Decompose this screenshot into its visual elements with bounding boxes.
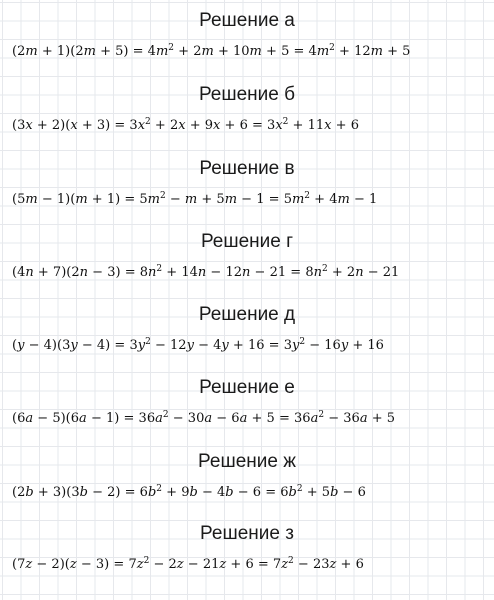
variable: a	[79, 411, 87, 426]
variable: a	[155, 411, 163, 426]
solution-equation: $(5m - 1)(m + 1) = 5m^2 - m + 5m - 1 = 5m^2 + 4m - 1$	[12, 191, 378, 207]
solution-heading: Решение е	[199, 377, 295, 398]
variable: x	[324, 118, 332, 133]
exponent: 2	[168, 43, 174, 54]
solution-equation: $(3x + 2)(x + 3) = 3x^2 + 2x + 9x + 6 = 3x^2 + 11x + 6$	[12, 117, 359, 133]
variable: m	[201, 44, 214, 59]
variable: n	[355, 265, 364, 280]
variable: m	[25, 44, 38, 59]
variable: x	[25, 118, 33, 133]
variable: x	[137, 118, 146, 133]
variable: a	[359, 411, 368, 426]
variable: b	[330, 485, 339, 500]
exponent: 2	[145, 117, 151, 128]
variable: a	[25, 411, 34, 426]
solution-heading: Решение з	[200, 523, 294, 544]
exponent: 2	[304, 191, 311, 202]
solution-heading: Решение г	[200, 231, 294, 252]
variable: m	[316, 44, 330, 59]
variable: m	[224, 192, 238, 207]
variable: z	[281, 557, 289, 572]
exponent: 2	[156, 264, 163, 275]
variable: z	[136, 557, 144, 572]
variable: m	[370, 44, 383, 59]
variable: m	[83, 44, 96, 59]
exponent: 2	[318, 410, 325, 421]
exponent: 2	[159, 191, 166, 202]
solution-equation: $(6a - 5)(6a - 1) = 36a^2 - 30a - 6a + 5 = 36a^2 - 36a + 5$	[12, 410, 396, 426]
variable: b	[225, 485, 234, 500]
variable: z	[219, 557, 227, 572]
variable: a	[310, 411, 319, 426]
variable: z	[25, 557, 33, 572]
variable: m	[155, 44, 169, 59]
variable: a	[239, 411, 248, 426]
variable: y	[340, 338, 349, 353]
variable: n	[242, 265, 251, 280]
solution-heading: Решение в	[199, 158, 295, 179]
variable: b	[147, 485, 157, 500]
variable: z	[176, 557, 184, 572]
variable: m	[337, 192, 350, 207]
variable: n	[197, 265, 207, 280]
exponent: 2	[143, 556, 150, 567]
exponent: 2	[145, 337, 151, 348]
exponent: 2	[282, 117, 289, 128]
variable: n	[79, 265, 89, 280]
variable: b	[25, 485, 34, 500]
exponent: 2	[321, 264, 328, 275]
exponent: 2	[156, 484, 162, 495]
variable: y	[17, 338, 25, 353]
solution-equation: $(y - 4)(3y - 4) = 3y^2 - 12y - 4y + 16 = 3y^2 - 16y + 16$	[12, 337, 384, 353]
variable: m	[147, 192, 160, 207]
variable: y	[221, 338, 229, 353]
variable: b	[79, 485, 88, 500]
solution-equation: $(4n + 7)(2n - 3) = 8n^2 + 14n - 12n - 21 = 8n^2 + 2n - 21$	[12, 264, 400, 280]
variable: x	[275, 118, 283, 133]
solution-heading: Решение д	[198, 304, 296, 325]
variable: x	[213, 118, 221, 133]
exponent: 2	[288, 556, 294, 567]
variable: z	[329, 557, 337, 572]
variable: b	[189, 485, 198, 500]
variable: m	[25, 192, 38, 207]
exponent: 2	[299, 337, 306, 348]
solution-equation: $(2b + 3)(3b - 2) = 6b^2 + 9b - 4b - 6 = 6b^2 + 5b - 6$	[12, 484, 366, 500]
exponent: 2	[296, 484, 303, 495]
solution-equation: $(7z - 2)(z - 3) = 7z^2 - 2z - 21z + 6 = 7z^2 - 23z + 6$	[12, 556, 364, 572]
variable: y	[137, 338, 146, 353]
variable: n	[148, 265, 157, 280]
solution-heading: Решение ж	[198, 451, 296, 472]
variable: y	[186, 338, 194, 353]
solution-equation: $(2m + 1)(2m + 5) = 4m^2 + 2m + 10m + 5 = 4m^2 + 12m + 5$	[12, 43, 411, 59]
variable: m	[75, 192, 88, 207]
variable: n	[25, 265, 34, 280]
variable: n	[313, 265, 322, 280]
variable: x	[70, 118, 78, 133]
variable: m	[249, 44, 262, 59]
solution-heading: Решение а	[199, 10, 295, 31]
variable: b	[288, 485, 297, 500]
variable: x	[178, 118, 186, 133]
variable: z	[69, 557, 77, 572]
variable: m	[291, 192, 305, 207]
variable: m	[184, 192, 198, 207]
variable: y	[291, 338, 300, 353]
exponent: 2	[329, 43, 335, 54]
variable: a	[204, 411, 213, 426]
variable: y	[70, 338, 78, 353]
exponent: 2	[162, 410, 169, 421]
solution-heading: Решение б	[198, 84, 296, 105]
